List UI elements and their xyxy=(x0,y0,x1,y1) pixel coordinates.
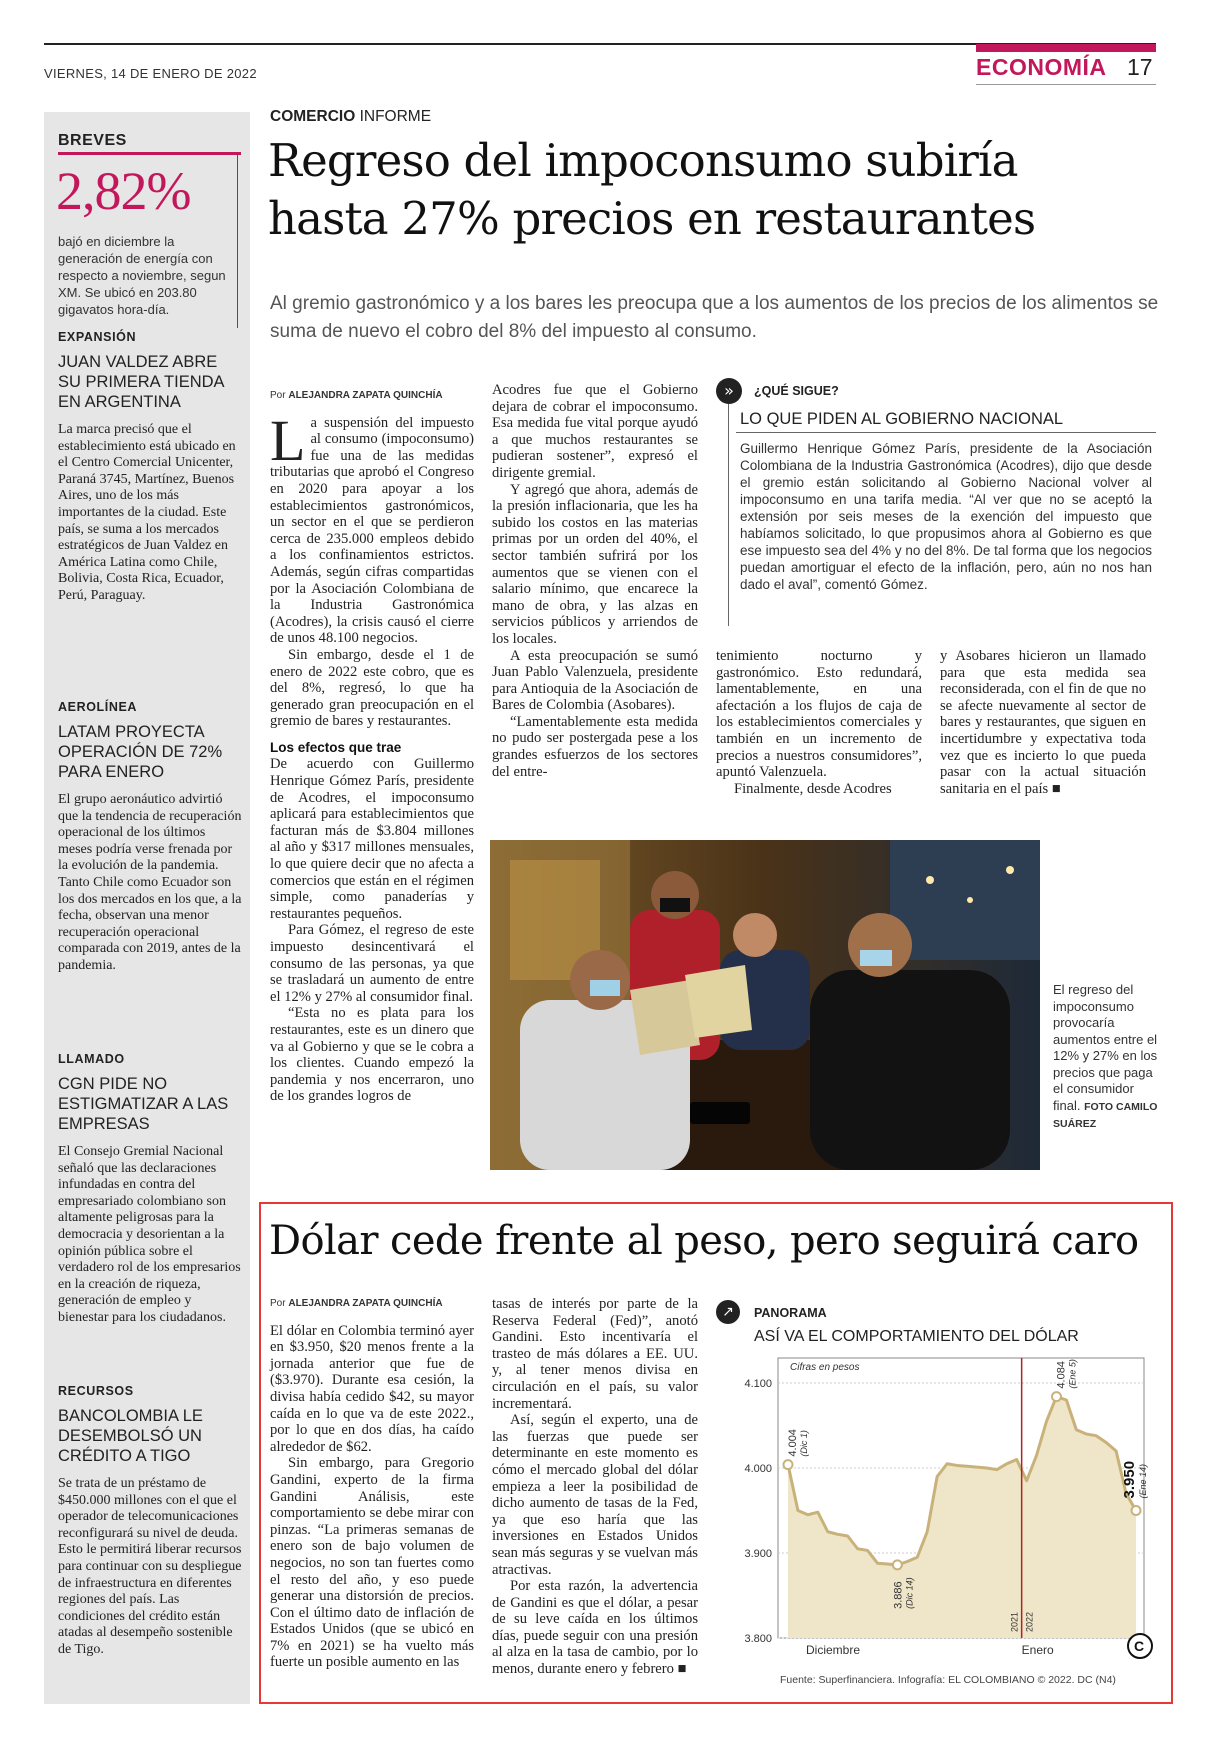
header-underline xyxy=(976,84,1156,85)
article-subtitle: Al gremio gastronómico y a los bares les preocupa que a los aumentos de los precios de los alimentos se suma de nuevo el cobro del 8% del impuesto al consumo. xyxy=(270,293,1159,342)
double-chevron-icon: » xyxy=(716,378,742,404)
data-label-value: 3.886 xyxy=(892,1581,905,1609)
paragraph: Sin embargo, desde el 1 de enero de 2022 este cobro, que es del 8%, regresó, lo que ha generado gran preocupación en el gremio de bares y restaurantes. xyxy=(270,646,474,730)
kicker-type: INFORME xyxy=(359,108,432,125)
restaurant-photo xyxy=(490,840,1040,1170)
dolar-headline: Dólar cede frente al peso, pero seguirá caro xyxy=(269,1218,1139,1264)
data-label-date: (Dic 1) xyxy=(799,1430,809,1457)
sidebar-item-headline: LATAM PROYECTA OPERACIÓN DE 72% PARA ENERO xyxy=(58,723,223,781)
paragraph: “Esta no es plata para los restaurantes, este es un dinero que va al Gobierno y que se le cobra a los clientes. Cuando empezó la pandemia y nos encerraron, uno de los grandes logros de xyxy=(270,1005,474,1105)
paragraph: “Lamentablemente esta medida no pudo ser postergada pese a los grandes esfuerzos de los sectores del entre- xyxy=(492,713,698,780)
caption-text: El regreso del impoconsumo provocaría aumentos entre el 12% y 27% en los precios que paga el consumidor final. xyxy=(1053,982,1158,1113)
y-tick-label: 4.100 xyxy=(744,1378,772,1390)
article-headline: Regreso del impoconsumo subiría hasta 27% precios en restaurantes xyxy=(268,134,1036,245)
breves-text: bajó en diciembre la generación de energía con respecto a noviembre, segun XM. Se ubicó en 203.80 gigavatos hora-día. xyxy=(58,234,226,317)
sidebar-item-recursos xyxy=(58,1384,242,1659)
trend-arrow-icon: ↗ xyxy=(716,1300,740,1324)
breves-rule xyxy=(58,152,241,155)
paragraph: tenimiento nocturno y gastronómico. Esto redundará, lamentablemente, en una afectación a los flujos de caja de los establecimientos comerciales y también en un incremento de precios a nuestros consumidores”, apuntó Valenzuela. xyxy=(716,648,922,781)
author-name: ALEJANDRA ZAPATA QUINCHÍA xyxy=(288,390,443,401)
sidebar-item-category: EXPANSIÓN xyxy=(58,330,137,344)
sidebar-item-body: El grupo aeronáutico advirtió que la tendencia de recuperación operacional de los últimos meses podría verse frenada por la evolución de la pandemia. Tanto Chile como Ecuador son los dos mercados en los que, a la fecha, observan una menor recuperación operacional comparada con 2019, antes de la pandemia. xyxy=(58,792,242,973)
paragraph: Acodres fue que el Gobierno dejara de cobrar el impoconsumo. Esa medida fue vital porque ayudó a que muchos restaurantes se pudieran sostener”, expresó el dirigente gremial. xyxy=(492,382,698,481)
logo-letter: C xyxy=(1134,1638,1145,1654)
sidebar-item-headline: CGN PIDE NO ESTIGMATIZAR A LAS EMPRESAS xyxy=(58,1075,229,1133)
data-label-value: 4.004 xyxy=(787,1429,799,1457)
section-name: ECONOMÍA xyxy=(976,54,1107,80)
paragraph: Finalmente, desde Acodres xyxy=(734,780,892,797)
sidebar-item-aerolinea xyxy=(58,700,242,975)
data-point-marker xyxy=(784,1460,793,1469)
paragraph: Para Gómez, el regreso de este impuesto desincentivará el consumo de las personas, ya que se trasladará un aumento de entre el 12% y 27% al consumidor final. xyxy=(270,922,474,1005)
breves-label: BREVES xyxy=(58,132,127,149)
sidebar-breves xyxy=(44,112,250,1704)
sidebar-item-body: La marca precisó que el establecimiento está ubicado en el Centro Comercial Unicenter, Paraná 3745, Martínez, Buenos Aires, uno de los más importantes de la ciudad. Este país, se suma a los mercados estratégicos de Juan Valdez en América Latina como Chile, Bolivia, Costa Rica, Ecuador, Perú, Paraguay. xyxy=(58,422,236,603)
paragraph: a suspensión del impuesto al consumo (impoconsumo) fue una de las medidas tributarias que aprobó el Congreso en 2020 para apoyar a los establecimientos gastronómicos, un sector en el que se perdieron cerca de 235.000 empleos debido a los confinamientos estrictos. Además, según cifras compartidas por la Asociación Colombiana de la Industria Gastronómica (Acodres), la crisis causó el cierre de unos 48.100 negocios. xyxy=(270,414,474,647)
dolar-column-2 xyxy=(492,1296,698,1678)
que-sigue-rule xyxy=(736,432,1156,433)
chart-source: Fuente: Superfinanciera. Infografía: EL COLOMBIANO © 2022. DC (N4) xyxy=(780,1674,1116,1686)
sidebar-item-category: LLAMADO xyxy=(58,1052,125,1066)
sidebar-item-body: El Consejo Gremial Nacional señaló que las declaraciones infundadas en contra del empresariado colombiano son altamente peligrosas para la democracia y desorientan a la opinión pública sobre el verdadero rol de los empresarios en la creación de riqueza, generación de empleo y bienestar para los ciudadanos. xyxy=(58,1144,241,1325)
breves-big-value: 2,82% xyxy=(56,161,191,221)
data-label-value: 3.950 xyxy=(1121,1460,1138,1499)
year-label-2022: 2022 xyxy=(1024,1611,1035,1632)
section-color-bar xyxy=(976,44,1156,52)
article-subhead: Los efectos que trae xyxy=(270,739,402,755)
paragraph: Sin embargo, para Gregorio Gandini, experto de la firma Gandini Análisis, este comportamiento se debe mirar con pinzas. “La primeras semanas de enero son de bajo volumen de negocios, no son tan fuertes como el resto del año, y eso puede generar una distorsión de precios. Con el último dato de inflación de Estados Unidos (que se ubicó en 7% en 2021) se ha vuelto más fuerte un posible aumento en las xyxy=(270,1455,474,1671)
paragraph: Por esta razón, la advertencia de Gandini es que el dólar, a pesar de su leve caída en los últimos días, puede seguir con una presión al alza en la tasa de cambio, por lo menos, durante enero y febrero ■ xyxy=(492,1578,698,1678)
data-point-marker xyxy=(1132,1506,1141,1515)
photo-credit: FOTO CAMILO SUÁREZ xyxy=(1053,1100,1158,1130)
article-column-3 xyxy=(716,648,922,797)
article-column-2 xyxy=(492,382,698,780)
sidebar-item-headline: JUAN VALDEZ ABRE SU PRIMERA TIENDA EN ARGENTINA xyxy=(58,353,224,411)
paragraph: El dólar en Colombia terminó ayer en $3.950, $20 menos frente a la jornada anterior que fue de ($3.970). Durante esa cesión, la divisa había cedido $42, su mayor caída en lo que va de este 2022., por lo que en dos días, ha caído alrededor de $62. xyxy=(270,1322,474,1455)
que-sigue-vertical-rule xyxy=(728,404,729,626)
data-point-marker xyxy=(1052,1392,1061,1401)
paragraph: Y agregó que ahora, además de la presión inflacionaria, que les ha subido los costos en las materias primas por un orden del 40%, el sector también sufrirá por los aumentos que se vienen con el salario mínimo, que encarece la mano de obra, y las alzas en servicios públicos y arriendos de los locales. xyxy=(492,481,698,647)
dolar-chart xyxy=(716,1296,1156,1696)
article-column-4 xyxy=(940,648,1146,797)
sidebar-item-category: RECURSOS xyxy=(58,1384,134,1398)
author-name: ALEJANDRA ZAPATA QUINCHÍA xyxy=(288,1298,443,1309)
article-byline: Por ALEJANDRA ZAPATA QUINCHÍA xyxy=(270,390,443,401)
que-sigue-text: Guillermo Henrique Gómez París, presidente de la Asociación Colombiana de la Industria Gastronómica (Acodres), dijo que desde el gremio están solicitando al Gobierno Nacional volver al impoconsumo en una tarifa media. “Al ver que no se aceptó la extensión por seis meses de la exención del impuesto que habíamos solicitado, lo que propusimos ahora al Gobierno es que ese impuesto sea del 4% y no del 8%. De tal forma que los negocios puedan amortiguar el efecto de la inflación, pero, aún no nos han dado el aval”, comentó Gómez. xyxy=(740,441,1152,592)
dolar-column-1 xyxy=(270,1296,474,1671)
x-label-diciembre: Diciembre xyxy=(806,1643,861,1657)
dolar-byline: Por ALEJANDRA ZAPATA QUINCHÍA xyxy=(270,1298,443,1309)
paragraph: tasas de interés por parte de la Reserva Federal (Fed)”, anotó Gandini. Esto incentivaría el trasteo de más dólares a EE. UU. y, al tener menos divisa en circulación en el país, su valor incrementará. xyxy=(492,1296,698,1412)
photo-illustration xyxy=(490,840,1040,1170)
page-number: 17 xyxy=(1127,54,1153,80)
sidebar-item-body: Se trata de un préstamo de $450.000 millones con el que el operador de telecomunicaciones reconfigurará su nivel de deuda. Esto le permitirá liberar recursos para continuar con su despliegue de infraestructura en diferentes regiones del país. Las condiciones del crédito están atadas al desempeño sostenible de Tigo. xyxy=(58,1476,242,1657)
kicker-section: COMERCIO xyxy=(270,108,356,125)
article-column-1 xyxy=(270,388,474,1105)
que-sigue-label: ¿QUÉ SIGUE? xyxy=(754,384,839,398)
chart-svg xyxy=(726,1346,1156,1672)
drop-cap: L xyxy=(270,407,306,473)
chart-kicker: PANORAMA xyxy=(754,1306,827,1320)
y-tick-label: 4.000 xyxy=(744,1463,772,1475)
issue-date: VIERNES, 14 DE ENERO DE 2022 xyxy=(44,66,257,81)
sidebar-item-llamado xyxy=(58,1052,242,1327)
data-label-date: (Ene 14) xyxy=(1138,1463,1148,1499)
y-tick-label: 3.800 xyxy=(744,1633,772,1645)
que-sigue-box xyxy=(716,378,1156,618)
chart-unit-note: Cifras en pesos xyxy=(790,1362,860,1373)
que-sigue-title: LO QUE PIDEN AL GOBIERNO NACIONAL xyxy=(740,410,1064,428)
data-label-value: 4.084 xyxy=(1055,1361,1068,1389)
year-label-2021: 2021 xyxy=(1009,1611,1020,1632)
data-label-date: (Ene 5) xyxy=(1067,1359,1078,1389)
sidebar-item-expansion xyxy=(58,330,242,605)
data-point-marker xyxy=(893,1560,902,1569)
paragraph: A esta preocupación se sumó Juan Pablo Valenzuela, presidente para Antioquia de la Asociación de Bares de Colombia (Asobares). xyxy=(492,647,698,714)
photo-caption xyxy=(1053,982,1158,1133)
chart-title: ASÍ VA EL COMPORTAMIENTO DEL DÓLAR xyxy=(754,1328,1079,1345)
y-tick-label: 3.900 xyxy=(744,1548,772,1560)
sidebar-item-category: AEROLÍNEA xyxy=(58,700,138,714)
data-label-date: (Dic 14) xyxy=(904,1577,915,1609)
article-kicker xyxy=(270,108,431,126)
sidebar-item-headline: BANCOLOMBIA LE DESEMBOLSÓ UN CRÉDITO A TIGO xyxy=(58,1407,203,1465)
paragraph: De acuerdo con Guillermo Henrique Gómez París, presidente de Acodres, el impoconsumo aplicará para establecimientos que facturan más de $3.804 millones al año y $317 millones mensuales, lo que quiere decir que no afecta a comercios que están en el régimen simple, como panaderías y restaurantes pequeños. xyxy=(270,756,474,922)
paragraph: Así, según el experto, una de las fuerzas que puede ser determinante en este momento es cómo el mercado global del dólar empieza a leer la posibilidad de dicho aumento de tasas de la Fed, ya que eso haría que las inversiones en Estados Unidos sean más seguras y se vuelvan más atractivas. xyxy=(492,1412,698,1578)
x-label-enero: Enero xyxy=(1021,1643,1054,1657)
paragraph: y Asobares hicieron un llamado para que esta medida sea reconsiderada, con el fin de que no se afecte nuevamente al sector de bares y restaurantes, que siguen en incertidumbre y expectativa toda vez que es incierto lo que pueda pasar con la actual situación sanitaria en el país ■ xyxy=(940,648,1146,797)
